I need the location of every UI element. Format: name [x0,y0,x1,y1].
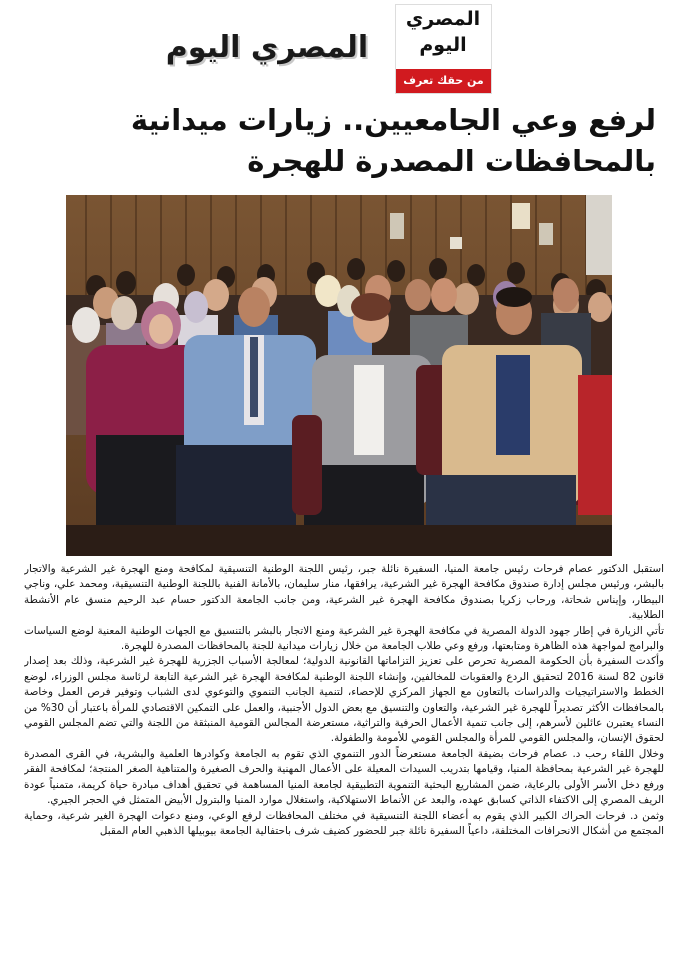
article-headline: لرفع وعي الجامعيين.. زيارات ميدانية بالمحافظات المصدرة للهجرة [130,103,656,178]
article-paragraph-3: وأكدت السفيرة بأن الحكومة المصرية تحرص على تعزيز التزاماتها القانونية الدولية؛ لمعالجة الأسباب الجزرية للهجرة غير الشرعية، وذلك بعد إصدار قانون 82 لسنة 2016 لتحقيق الردع والعقوبات للمخالفين، وإنشاء اللجنة الوطنية لمكافحة الهجرة غير الشرعية التابعة لرئاسة مجلس الوزراء، لوضع الخطط والاستراتيجيات والدراسات بالتعاون مع الجهاز المركزي للإحصاء، لتنمية الجانب التنموي والتوعوي لدى الشباب وتوفير فرص العمل وخاصة بالمحافظات الأكثر تصديراً للهجرة غير الشرعية، والتعاون والتنسيق مع بعض الدول الأجنبية، والعمل على التمكين الاقتصادي للمرأة باعتبار أن 30% من النساء يعتبرن عائلين لأسرهم، إلى جانب تنمية الأعمال الحرفية والتراثية، مستعرضة المجالس القومية المنبثقة من اللجنة والتي تضم المجلس القومي لحقوق الإنسان، والمجلس القومي للمرأة والمجلس القومي للأمومة والطفولة. [24,655,664,745]
newspaper-masthead [137,4,550,92]
logo-line-1: المصري [405,8,481,30]
article-paragraph-2: تأتي الزيارة في إطار جهود الدولة المصرية في مكافحة الهجرة غير الشرعية ومنع الاتجار بالبشر بالتنسيق مع الجهات الوطنية المعنية لوضع السياسات والبرامج لمواجهة هذه الظاهرة ومتابعتها، ورفع وعي طلاب الجامعة من خلال زيارات ميدانية للجنة بالمحافظات المصدرة للهجرة. [24,624,664,653]
logo-line-2: اليوم [419,34,467,56]
article-paragraph-1: استقبل الدكتور عصام فرحات رئيس جامعة المنيا، السفيرة نائلة جبر، رئيس اللجنة الوطنية التنسيقية لمكافحة ومنع الهجرة غير الشرعية والاتجار بالبشر، ورئيس مجلس إدارة صندوق مكافحة الهجرة غير الشرعية، يرافقها، منار سليمان، بالأمانة الفنية باللجنة الوطنية التنسيقية، ومحمد علي، وناجي البيطار، وإيناس شحاتة، ورحاب زكريا بصندوق مكافحة الهجرة غير الشرعية، ومن جانب الجامعة الدكتور حسام عبد الرحيم منسق عام الأنشطة الطلابية. [24,563,664,622]
article-paragraph-4: وخلال اللقاء رحب د. عصام فرحات بضيفة الجامعة مستعرضاً الدور التنموي الذي تقوم به الجامعة وكوادرها العلمية والبشرية، في القرى المصدرة للهجرة غير الشرعية بمحافظة المنيا، وقيامها بتدريب السيدات المعيلة على الأعمال المهنية والحرف الصغيرة والمتناهية الصغر المنتجة؛ لمكافحة الفقر ورفع دخل الأسر الأولى بالرعاية، ضمن المشاريع البحثية التنموية التطبيقية لجامعة المنيا المساهمة في تحقيق أهداف مبادرة حياة كريمة، متمنياً عودة الريف المصري إلى الاكتفاء الذاتي كسابق عهده، والبعد عن الأنماط الاستهلاكية، واستغلال موارد المنيا والبترول الأبيض المتمثل في الحجر الجيري. [24,747,664,807]
masthead-wordmark: المصري اليوم [165,30,369,65]
logo-tagline: من حقك تعرف [396,69,491,93]
article-paragraph-5: وثمن د. فرحات الحراك الكبير الذي يقوم به أعضاء اللجنة التنسيقية في مختلف المحافظات لرفع الوعي، ومنع دعوات الهجرة الغير شرعية، وحماية المجتمع من أشكال الانحرافات المختلفة، داعياً السفيرة نائلة جبر للحضور كضيف شرف باحتفالية الجامعة بيوبيلها الذهبي العام المقبل [24,809,664,837]
article-body [24,562,664,954]
group-photo-illustration [66,195,612,556]
group-photo [66,195,612,556]
newspaper-logo [395,4,492,94]
